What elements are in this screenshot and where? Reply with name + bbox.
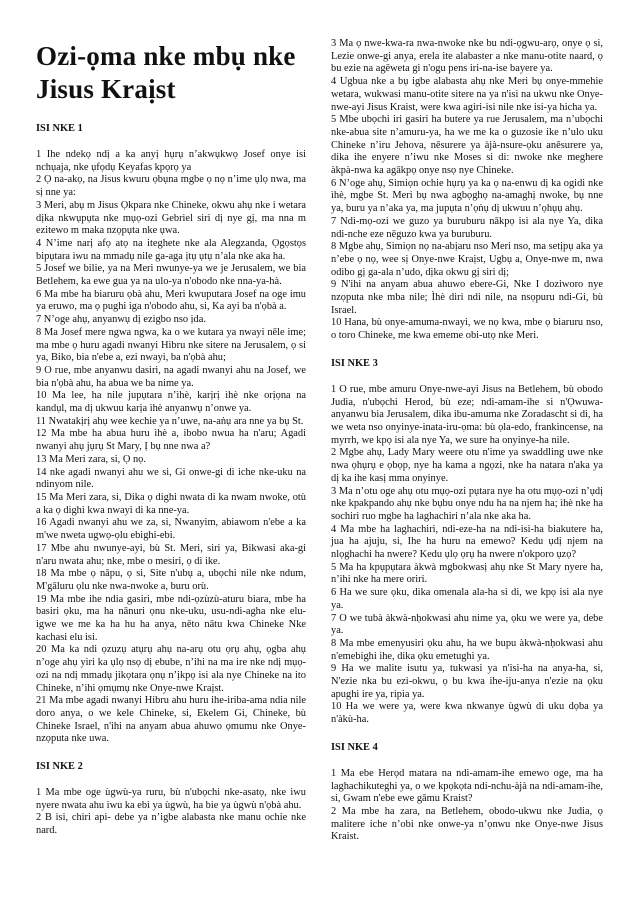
verse: 4 Ugbua nke a bụ igbe alabasta ahụ nke Meri bụ onye-mmehie wetara, wukwasi manu-otite sitere na ya n'isi na ukwu nke Onye-nwe-ayi Jisus Kraist, were kwa agiri-isi nile nke isi-ya hicha ya. (331, 76, 603, 113)
verse: 2 Ọ na-akọ, na Jisus kwuru ọbụna mgbe ọ nọ n’ime ụlọ nwa, ma sị nne ya: (36, 174, 306, 199)
verse: 6 Ha we sure ọku, dika omenala ala-ha si di, we kpọ isi ala nye ya. (331, 587, 603, 611)
verse: 7 O we tubà àkwà-nḥokwasi ahu nime ya, ọku we were ya, debe ya. (331, 612, 603, 637)
verse: 19 Ma mbe ihe ndia gasiri, mbe ndi-ọzùzù-aturu biara, mbe ha basiri ọku, ma ha nānuri ọnu nke-uku, usu-ndi-agha nke elu-igwe we me ka ha hu ha anya, nēto nātu kwa Chineke Nke kachasi elu isi. (36, 593, 306, 643)
verse: 7 Ndi-mọ-ozi we guzo ya buruburu nākpọ isi ala nye Ya, dika ndi-nche eze nēguzo kwa ya buruburu. (331, 215, 603, 240)
verse: 5 Josef we bilie, ya na Meri nwunye-ya we je Jerusalem, we bia Betlehem, ka ewe gua ya na ulo-ya n'obodo nke nna-ya-hà. (36, 263, 306, 288)
verse: 2 B isi, chiri api- debe ya n’igbe alabasta nke manu ochie nke nard. (36, 812, 306, 837)
verse: 3 Meri, abụ m Jisus Ọkpara nke Chineke, okwu ahụ nke i wetara dịka nkwụpụta nke mụọ-ozi Gebriel siri dị nye gị, ma nna m ezitewo m maka nzọpụta nke ụwa. (36, 199, 306, 237)
section-heading: ISI NKE 4 (331, 741, 378, 753)
section-heading: ISI NKE 1 (36, 123, 83, 134)
verse: 3 Ma ọ nwe-kwa-ra nwa-nwoke nke bu ndi-ọgwu-arọ, onye ọ si, Lezie onwe-gi anya, erela ite alabaster a nke manu-otite naard, ọ bu ezie na agēweta gi n'ogu pens iri-na-ise bayere ya. (331, 38, 603, 75)
verse: 4 N’ime narị afọ atọ na iteghete nke ala Alegzanda, Ọgọstọs bipụtara iwu na mmadụ nile ga-aga ịtụ ụtụ n’ala nke aka ha. (36, 237, 306, 262)
verse: 10 Hana, bù onye-amuma-nwayi, we nọ kwa, mbe ọ biaruru nso, o toro Chineke, me kwa ememe obi-utọ nke Meri. (331, 317, 603, 342)
verse: 5 Mbe ubọchi iri gasiri ha butere ya rue Jerusalem, ma n’ubọchi nke-abua site n’amuru-ya, ha we me ka o guzosie ike n’ulo uku Chineke n’iru Jehova, nēsurere ya àjà-nsure-ọku anēsurere ya, dika ihe enyere n’iwu nke Moses si di: nwoke nke meghere àkpà-nwa ka agākpọ onye nsọ nye Chineke. (331, 114, 603, 177)
verse: 1 Ma ebe Herọd matara na ndi-amam-ihe emewo oge, ma ha laghachikuteghi ya, o we kpọkọta ndi-nchu-àjà na ndi-amam-ihe, si, Gwam n'ebe ewe gāmu Kraist? (331, 767, 603, 805)
section-isi-2-cont (331, 38, 603, 343)
right-column (331, 0, 603, 844)
verse: 5 Ma ha kpụpụtara àkwà mgbokwasị ahụ nke St Mary nyere ha, n’ihi nke ha mere oriri. (331, 561, 603, 586)
verse: 1 O rue, mbe amuru Onye-nwe-ayi Jisus na Betlehem, bù obodo Judia, n'ubọchi Herod, bù eze; ndi-amam-ihe si n'Ọwuwa-anyanwu bia Jerusalem, dika ibu-amuma nke Zoradascht si di, ha we weta nso onyinye-inata-iru-ọma: bù ọla-edo, frankincense, na myrrh, we kpọ isi ala nye Ya, we sure ha onyinye-ha nile. (331, 383, 603, 446)
verse: 10 Ma lee, ha nile jupụtara n’ìhè, karịrị ìhè nke orịọna na kandụl, ma dị ukwuu karịa ìhè anyanwụ n’onwe ya. (36, 390, 306, 415)
verse: 7 N’oge ahụ, anyanwụ dị ezigbo nso ịda. (36, 314, 206, 326)
verse: 1 Ma mbe oge ùgwù-ya ruru, bù n'ubọchi nke-asatọ, nke iwu nyere nwata ahu iwu ka ebì ya ùgwù, ha bie ya ùgwù n'ọbà ahu. (36, 787, 306, 811)
verse: 2 Ma mbe ha zara, na Betlehem, obodo-ukwu nke Judia, ọ malitere iche n’obi nke onwe-ya n’ọnwu nke Onye-nwe Jisus Kraist. (331, 805, 603, 843)
verse: 3 Ma n’otu oge ahụ otu mụọ-ozi pụtara nye ha otu mụọ-ozi n’ụdị nke kpakpando ahụ nke bụbu onye ndu ha na njem ha; ìhè nke ha sochiri ruo mgbe ha laghachiri n’ala nke aka ha. (331, 485, 603, 522)
section-isi-2-start (36, 760, 306, 838)
verse: 18 Ma mbe ọ nāpu, ọ si, Site n'ubụ a, ubọchi nile nke ndum, M'gāluru ọlu nke nwa-nwoke a, buru orù. (36, 568, 306, 592)
verse: 13 Ma Meri zara, si, Ọ nọ. (36, 453, 146, 465)
section-heading: ISI NKE 2 (36, 761, 83, 773)
verse: 17 Mbe ahu nwunye-ayi, bù St. Meri, siri ya, Bikwasi aka-gi n'aru nwata ahu; nke, mbe o mesiri, ọ di ike. (36, 542, 306, 567)
verse: 16 Agadi nwanyi ahu we za, si, Nwanyim, abiawom n'ebe a ka m'we nweta ugwọ-ọlu ebighi-ebi. (36, 517, 306, 542)
verse: 8 Ma mbe emenyusiri ọku ahu, ha we bupu àkwà-nḥokwasi ahu n'emebighi ihe, dika ọku emetughi ya. (331, 637, 603, 662)
section-isi-4 (331, 741, 603, 844)
section-heading: ISI NKE 3 (331, 357, 378, 369)
verse: 1 Ihe ndekọ ndị a ka anyị hụrụ n’akwụkwọ Josef onye isi nchụaja, nke ụfọdụ Keyafas kpọrọ ya (36, 149, 306, 173)
verse: 20 Ma ka ndi ọzuzụ atụrụ ahụ na-arụ otu ọrụ ahụ, ọgba ahụ n’oge ahụ yiri ka ụlọ nsọ dị ebube, n’ihi na ma ire nke ndị mụọ-ozi na ndị mmadụ jikọtara ọnụ n’ịkpọ isi ala nye Chineke na ito Chineke, n’ihi ọmụmụ nke Onye-nwe Kraịst. (36, 644, 306, 694)
section-isi-3 (331, 357, 603, 727)
verse: 10 Ha we were ya, were kwa nkwanye ùgwù di uku dọba ya n'àkù-ha. (331, 701, 603, 726)
page-title: Ozi-ọma nke mbụ nke Jisus Kraịst (36, 41, 296, 104)
verse: 9 Ha we malite isutu ya, tukwasi ya n'isi-ha na anya-ha, si, N'ezie nka bu ezi-okwu, ọ bu kwa ihe-iju-anya n'ezie na ọku apughi ire ya, ripia ya. (331, 663, 603, 700)
verse: 8 Ma Josef mere ngwa ngwa, ka o we kutara ya nwayi nēle ime; ma mbe ọ huru agadi nwanyi Hibru nke sitere na Jerusalem, ọ si ya, Biko, bia n'ebe a, ezi nwayi, ba n'ọbà ahu; (36, 326, 306, 364)
verse: 2 Mgbe ahụ, Lady Mary weere otu n'ime ya swaddling uwe nke nwa ọhụrụ e ọbọp, nye ha kama a ngọzi, nke ha natara n'aka ya dị ka ihe kasị mma onyinye. (331, 447, 603, 484)
verse: 6 N’oge ahụ, Simiọn ochie hụrụ ya ka ọ na-enwu dị ka ogidi nke ìhè, mgbe St. Meri bụ nwa agbọghọ na-amaghị nwoke, bụ nne ya, buru ya n’aka ya, ma jupụta n’ọṅụ dị ukwuu n’ọhụụ ahụ. (331, 177, 603, 215)
verse: 12 Ma mbe ha abua huru ìhè a, ibobo nwua ha n'aru; Agadi nwanyi ahụ jụrụ St Mary, Ị bụ nne nwa a? (36, 428, 306, 453)
verse: 8 Mgbe ahụ, Simiọn nọ na-abịaru nso Meri nso, ma setịpụ aka ya n’ebe ọ nọ, wee sị Onye-nwe Kraịst, Ugbụ a, Onye-nwe m, nwa odibo gị ga-ala n’udo, dịka okwu gị siri dị; (331, 241, 603, 278)
verse: 11 Nwatakịrị ahụ wee kechie ya n’uwe, na-aṅụ ara nne ya bụ St. (36, 415, 304, 427)
verse: 6 Ma mbe ha biaruru ọbà ahu, Meri kwuputara Josef na oge imu ya eruwo, ma ọ pughi iga n'obodo ahu, si, Ka ayi ba n'ọbà a. (36, 288, 306, 313)
left-column (36, 0, 306, 838)
section-isi-1 (36, 122, 306, 746)
verse: 21 Ma mbe agadi nwanyi Hibru ahu huru ihe-iriba-ama ndia nile doro anya, o we kele Chineke, si, Ekelem Gi, Chineke, bù Chineke Israel, n'ihi na anyam abua ahuwo ọmumu nke Onye-nzọputa nke uwa. (36, 695, 306, 745)
verse: 9 N'ihi na anyam abua ahuwo ebere-Gi, Nke I doziworo nye nzọputa nke mba nile; Ìhè diri ndi nile, na nsọpuru ndi-Gi, bù Israel. (331, 279, 603, 316)
verse: 15 Ma Meri zara, si, Dika ọ dighi nwata di ka nwam nwoke, otù a ka ọ dighi kwa nwayi di ka nne-ya. (36, 491, 306, 516)
verse: 4 Ma mbe ha laghachiri, ndi-eze-ha na ndi-isi-ha biakutere ha, jua ha ajuju, si, Ihe ha huru na emewo? Kedu ụdị njem na nlọghachi ha nwere? Kedu ụlọ ọrụ ha nwere n'okporo ụzọ? (331, 523, 603, 561)
verse: 9 O rue, mbe anyanwu dasiri, na agadi nwanyi ahu na Josef, we bia n'ọbà ahu, ha abua we ba nime ya. (36, 364, 306, 389)
verse: 14 nke agadi nwanyi ahu we si, Gi onwe-gi di iche nke-uku na ndinyom nile. (36, 466, 306, 491)
